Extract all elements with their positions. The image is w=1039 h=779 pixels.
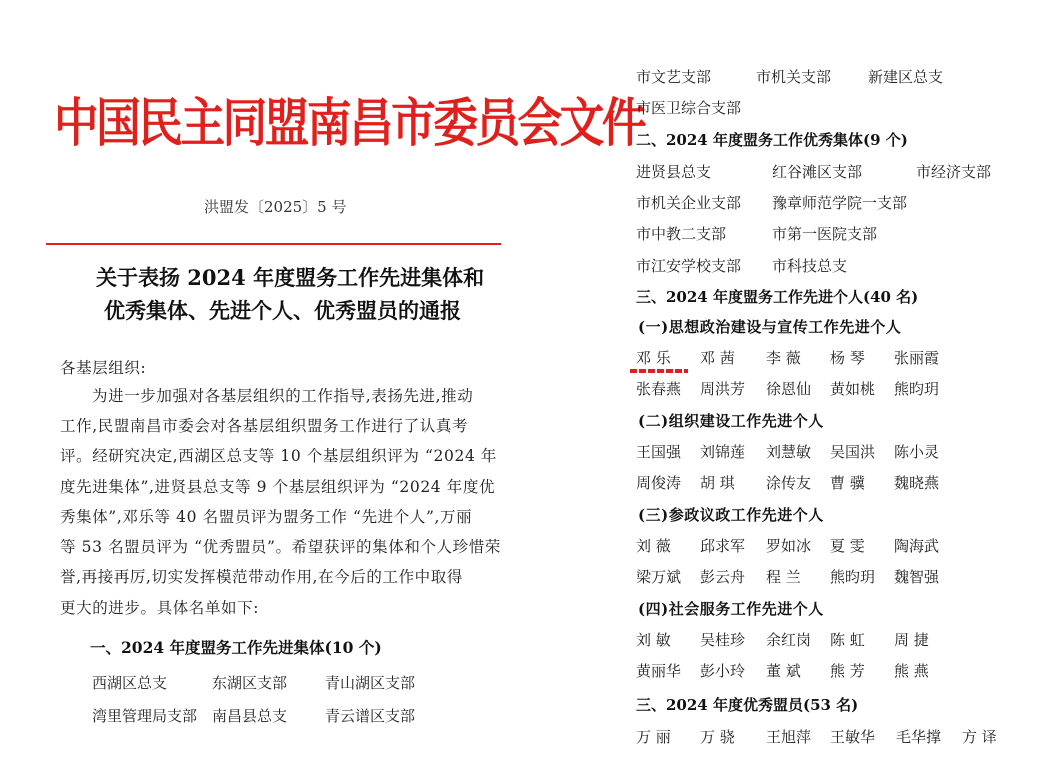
org-name: 市机关企业支部	[636, 194, 742, 212]
person-name: 徐恩仙	[766, 380, 812, 398]
org-name: 市文艺支部	[636, 68, 712, 86]
person-name: 吴桂珍	[700, 631, 746, 649]
person-name: 刘慧敏	[766, 443, 812, 461]
person-name: 涂传友	[766, 474, 812, 492]
person-name: 黄丽华	[636, 662, 682, 680]
body-paragraph-line: 工作,民盟南昌市委会对各基层组织盟务工作进行了认真考	[60, 417, 469, 435]
person-name: 刘 薇	[636, 537, 671, 555]
person-name: 彭小玲	[700, 662, 746, 680]
document-right-page	[520, 0, 1039, 779]
person-name: 陶海武	[894, 537, 940, 555]
org-name: 西湖区总支	[92, 674, 168, 692]
subsection-heading: (四)社会服务工作先进个人	[638, 600, 824, 618]
person-name: 彭云舟	[700, 568, 746, 586]
body-paragraph-line: 评。经研究决定,西湖区总支等 10 个基层组织评为 “2024 年	[60, 447, 498, 465]
document-masthead: 中国民主同盟南昌市委员会文件	[54, 94, 644, 154]
org-name: 南昌县总支	[212, 707, 288, 725]
person-name: 刘锦莲	[700, 443, 746, 461]
person-name: 邓 乐	[636, 349, 671, 367]
person-name: 张春燕	[636, 380, 682, 398]
body-paragraph-line: 秀集体”,邓乐等 40 名盟员评为盟务工作 “先进个人”,万丽	[60, 508, 473, 526]
org-name: 豫章师范学院一支部	[772, 194, 908, 212]
person-name: 杨 琴	[830, 349, 865, 367]
person-name: 陈 虹	[830, 631, 865, 649]
person-name: 胡 琪	[700, 474, 735, 492]
person-name: 王国强	[636, 443, 682, 461]
person-name: 周俊涛	[636, 474, 682, 492]
person-name: 王敏华	[830, 728, 876, 746]
document-number: 洪盟发〔2025〕5 号	[204, 198, 347, 216]
person-name: 毛华撑	[896, 728, 942, 746]
person-name: 周 捷	[894, 631, 929, 649]
notice-title-line-1: 关于表扬 2024 年度盟务工作先进集体和	[96, 265, 485, 290]
org-name: 东湖区支部	[212, 674, 288, 692]
subsection-heading: (二)组织建设工作先进个人	[638, 412, 824, 430]
person-name: 熊昀玥	[830, 568, 876, 586]
person-name: 熊 燕	[894, 662, 929, 680]
person-name: 陈小灵	[894, 443, 940, 461]
red-underline-mark	[630, 369, 688, 373]
org-name: 市经济支部	[916, 163, 992, 181]
person-name: 王旭萍	[766, 728, 812, 746]
person-name: 董 斌	[766, 662, 801, 680]
org-name: 进贤县总支	[636, 163, 712, 181]
person-name: 万 骁	[700, 728, 735, 746]
subsection-heading: (三)参政议政工作先进个人	[638, 506, 824, 524]
org-name: 市科技总支	[772, 257, 848, 275]
org-name: 市江安学校支部	[636, 257, 742, 275]
person-name: 程 兰	[766, 568, 801, 586]
org-name: 青云谱区支部	[325, 707, 416, 725]
org-name: 湾里管理局支部	[92, 707, 198, 725]
subsection-heading: (一)思想政治建设与宣传工作先进个人	[638, 318, 902, 336]
org-name: 市机关支部	[756, 68, 832, 86]
body-paragraph-line: 为进一步加强对各基层组织的工作指导,表扬先进,推动	[92, 387, 474, 405]
person-name: 黄如桃	[830, 380, 876, 398]
person-name: 余红岗	[766, 631, 812, 649]
person-name: 夏 雯	[830, 537, 865, 555]
person-name: 魏晓燕	[894, 474, 940, 492]
body-paragraph-line: 更大的进步。具体名单如下:	[60, 599, 260, 617]
section-heading: 三、2024 年度优秀盟员(53 名)	[636, 696, 859, 714]
person-name: 刘 敏	[636, 631, 671, 649]
person-name: 方 译	[962, 728, 997, 746]
person-name: 曹 骥	[830, 474, 865, 492]
red-divider-line	[46, 243, 501, 245]
org-name: 市医卫综合支部	[636, 99, 742, 117]
body-paragraph-line: 誉,再接再厉,切实发挥模范带动作用,在今后的工作中取得	[60, 568, 463, 586]
section-heading: 一、2024 年度盟务工作先进集体(10 个)	[90, 638, 382, 657]
person-name: 张丽霞	[894, 349, 940, 367]
org-name: 新建区总支	[868, 68, 944, 86]
org-name: 红谷滩区支部	[772, 163, 863, 181]
notice-title-line-2: 优秀集体、先进个人、优秀盟员的通报	[104, 298, 461, 323]
person-name: 万 丽	[636, 728, 671, 746]
org-name: 青山湖区支部	[325, 674, 416, 692]
person-name: 吴国洪	[830, 443, 876, 461]
person-name: 罗如冰	[766, 537, 812, 555]
person-name: 邱求军	[700, 537, 746, 555]
person-name: 魏智强	[894, 568, 940, 586]
person-name: 邓 茜	[700, 349, 735, 367]
org-name: 市中教二支部	[636, 225, 727, 243]
person-name: 梁万斌	[636, 568, 682, 586]
body-paragraph-line: 等 53 名盟员评为 “优秀盟员”。希望获评的集体和个人珍惜荣	[60, 538, 501, 556]
org-name: 市第一医院支部	[772, 225, 878, 243]
person-name: 周洪芳	[700, 380, 746, 398]
person-name: 李 薇	[766, 349, 801, 367]
section-heading: 二、2024 年度盟务工作优秀集体(9 个)	[636, 131, 908, 149]
body-paragraph-line: 度先进集体”,进贤县总支等 9 个基层组织评为 “2024 年度优	[60, 478, 496, 496]
section-heading: 三、2024 年度盟务工作先进个人(40 名)	[636, 288, 919, 306]
salutation: 各基层组织:	[60, 359, 147, 377]
person-name: 熊昀玥	[894, 380, 940, 398]
person-name: 熊 芳	[830, 662, 865, 680]
